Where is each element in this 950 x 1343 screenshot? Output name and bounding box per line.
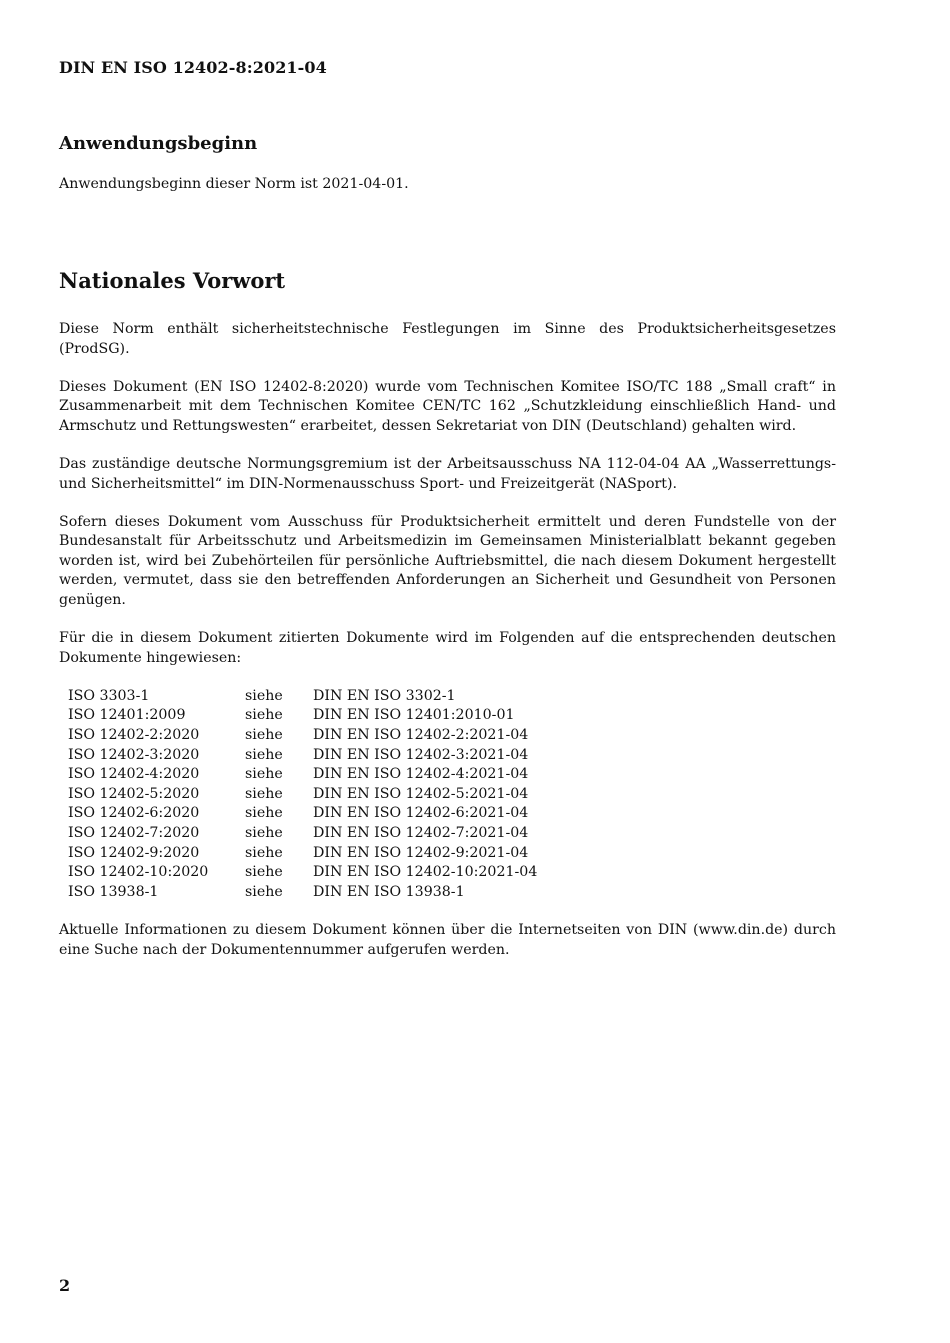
- reference-iso: ISO 12402-2:2020: [68, 727, 200, 743]
- reference-iso: ISO 12402-9:2020: [68, 844, 200, 861]
- reference-row: [68, 804, 836, 824]
- reference-see: siehe: [245, 746, 283, 763]
- reference-row: [68, 726, 836, 746]
- reference-see: siehe: [245, 687, 283, 704]
- foreword-paragraph: Für die in diesem Dokument zitierten Dokumente wird im Folgenden auf die entsprechenden deutschen Dokumente hingewiesen:: [59, 630, 836, 666]
- reference-see: siehe: [245, 785, 283, 802]
- foreword-paragraph: Dieses Dokument (EN ISO 12402-8:2020) wurde vom Technischen Komitee ISO/TC 188 „Small craft“ in Zusammenarbeit mit dem Technischen Komitee CEN/TC 162 „Schutzkleidung einschließlich Hand- und Armschutz und Rettungswesten“ erarbeitet, dessen Sekretariat von DIN (Deutschland) gehalten wird.: [59, 378, 836, 434]
- foreword-paragraph: Sofern dieses Dokument vom Ausschuss für Produktsicherheit ermittelt und deren Fundstelle von der Bundesanstalt für Arbeitsschutz und Arbeitsmedizin im Gemeinsamen Ministerialblatt bekannt gegeben worden ist, wird bei Zubehörteilen für persönliche Auftriebsmittel, die nach diesem Dokument hergestellt werden, vermutet, dass sie den betreffenden Anforderungen an Sicherheit und Gesundheit von Personen genügen.: [59, 513, 836, 609]
- reference-din: DIN EN ISO 12402-6:2021-04: [313, 805, 529, 822]
- page-number: 2: [59, 1276, 71, 1295]
- reference-iso: ISO 12402-4:2020: [68, 766, 200, 783]
- reference-row: [68, 824, 836, 844]
- reference-din: DIN EN ISO 12402-10:2021-04: [313, 864, 538, 881]
- foreword-paragraph: Diese Norm enthält sicherheitstechnische Festlegungen im Sinne des Produktsicherheitsgesetzes (ProdSG).: [59, 321, 836, 357]
- reference-row: [68, 746, 836, 766]
- reference-see: siehe: [245, 766, 283, 783]
- reference-iso: ISO 12402-10:2020: [68, 864, 209, 881]
- foreword-heading: Nationales Vorwort: [59, 268, 286, 293]
- reference-see: siehe: [245, 844, 283, 861]
- reference-row: [68, 844, 836, 864]
- reference-see: siehe: [245, 805, 283, 822]
- reference-iso: ISO 3303-1: [68, 687, 150, 704]
- reference-row: [68, 687, 836, 707]
- reference-see: siehe: [245, 824, 283, 841]
- reference-iso: ISO 12402-5:2020: [68, 785, 200, 802]
- foreword-paragraph: Das zuständige deutsche Normungsgremium ist der Arbeitsausschuss NA 112-04-04 AA „Wasserrettungs- und Sicherheitsmittel“ im DIN-Normenausschuss Sport- und Freizeitgerät (NASport).: [59, 455, 836, 492]
- reference-din: DIN EN ISO 13938-1: [313, 883, 465, 900]
- reference-din: DIN EN ISO 12402-4:2021-04: [313, 766, 529, 783]
- reference-row: [68, 863, 836, 883]
- closing-paragraph: Aktuelle Informationen zu diesem Dokument können über die Internetseiten von DIN (www.din.de) durch eine Suche nach der Dokumentennummer aufgerufen werden.: [59, 922, 836, 958]
- reference-see: siehe: [245, 864, 283, 881]
- reference-row: [68, 706, 836, 726]
- reference-row: [68, 765, 836, 785]
- reference-see: siehe: [245, 727, 283, 743]
- reference-see: siehe: [245, 707, 283, 724]
- reference-din: DIN EN ISO 12402-3:2021-04: [313, 746, 529, 763]
- reference-iso: ISO 13938-1: [68, 883, 159, 900]
- reference-din: DIN EN ISO 12402-7:2021-04: [313, 824, 529, 841]
- reference-row: [68, 785, 836, 805]
- reference-iso: ISO 12402-3:2020: [68, 746, 200, 763]
- reference-see: siehe: [245, 883, 283, 900]
- reference-din: DIN EN ISO 12401:2010-01: [313, 707, 515, 724]
- reference-din: DIN EN ISO 12402-5:2021-04: [313, 785, 529, 802]
- reference-din: DIN EN ISO 3302-1: [313, 687, 456, 704]
- reference-iso: ISO 12402-7:2020: [68, 824, 200, 841]
- document-id: DIN EN ISO 12402-8:2021-04: [59, 58, 327, 77]
- reference-iso: ISO 12402-6:2020: [68, 805, 200, 822]
- start-text: Anwendungsbeginn dieser Norm ist 2021-04-01.: [59, 176, 409, 192]
- reference-row: [68, 883, 836, 903]
- reference-din: DIN EN ISO 12402-9:2021-04: [313, 844, 529, 861]
- foreword-body: [59, 320, 836, 979]
- reference-din: DIN EN ISO 12402-2:2021-04: [313, 727, 529, 743]
- reference-iso: ISO 12401:2009: [68, 707, 186, 724]
- reference-list: [68, 687, 836, 903]
- start-heading: Anwendungsbeginn: [59, 133, 258, 154]
